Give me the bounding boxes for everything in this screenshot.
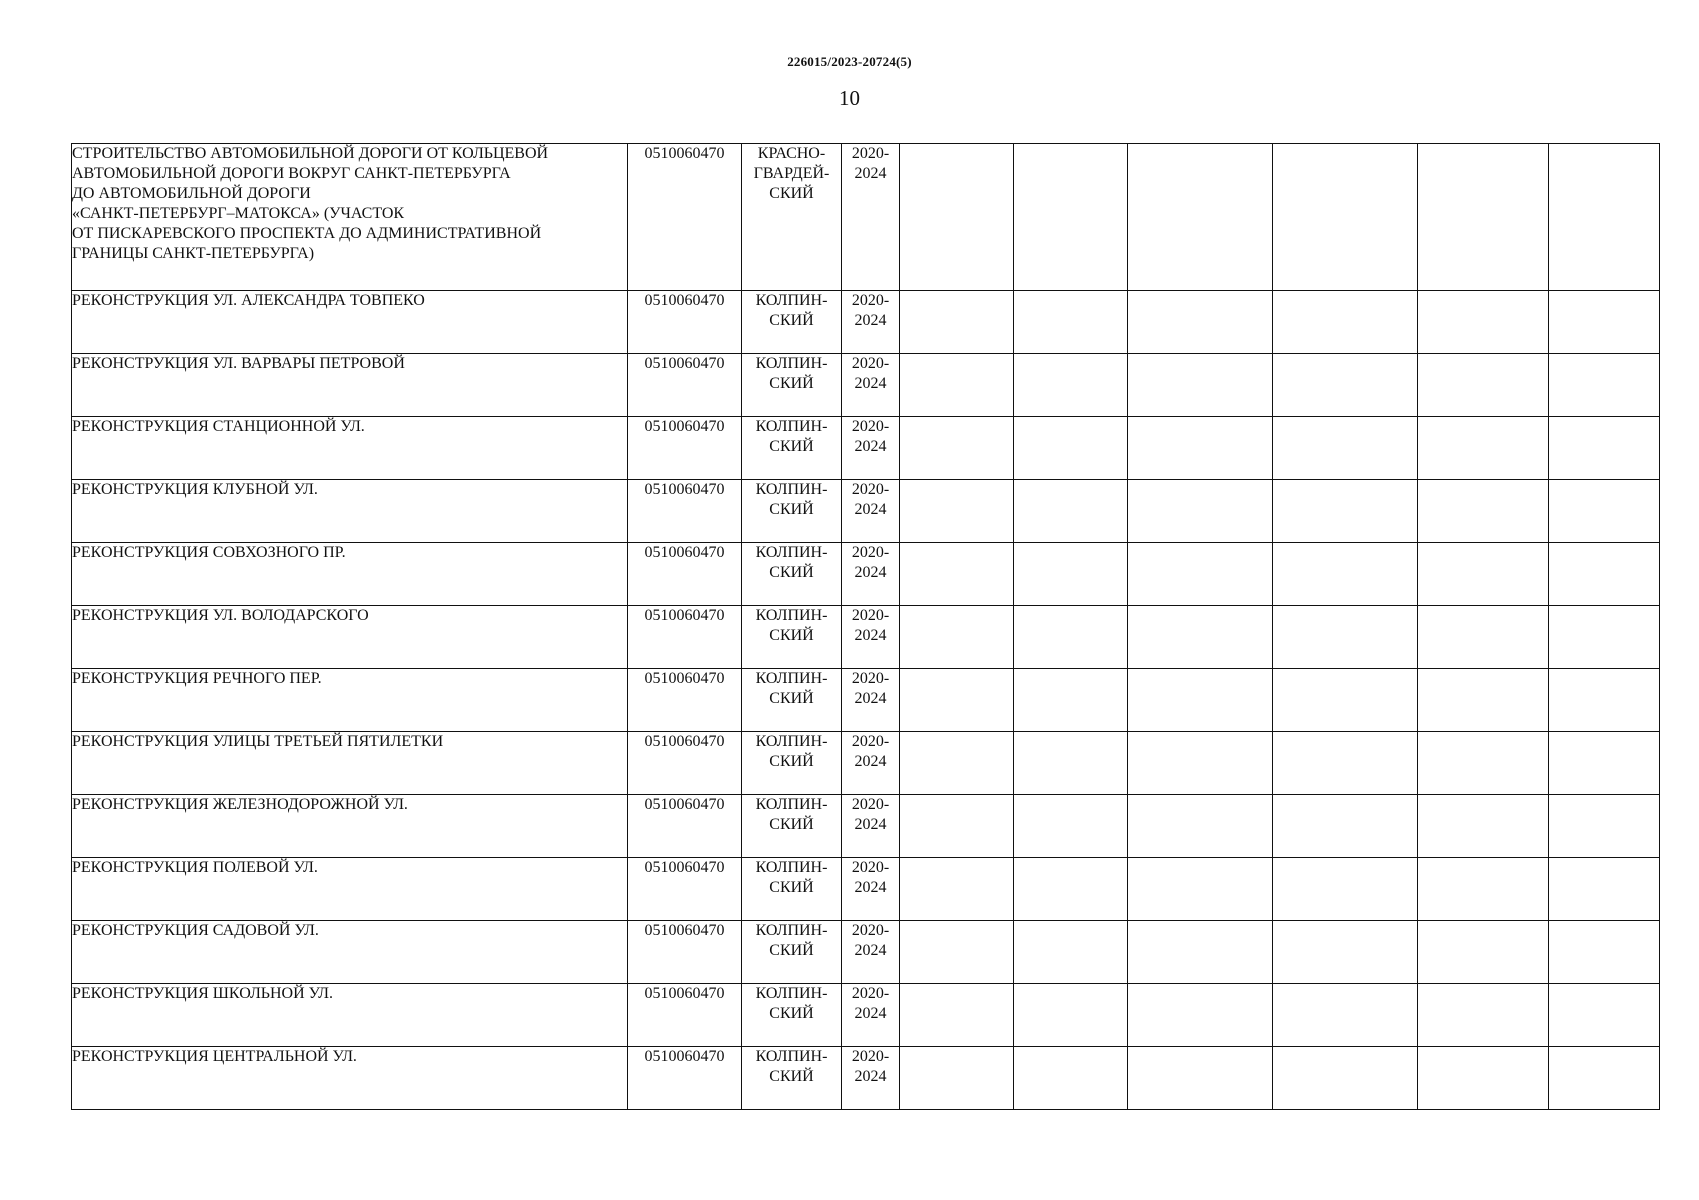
district-cell-line: КОЛПИН-: [755, 859, 828, 876]
object-name-cell-line: СТРОИТЕЛЬСТВО АВТОМОБИЛЬНОЙ ДОРОГИ ОТ КОЛЬЦЕВОЙ: [72, 145, 549, 162]
register-table: [71, 143, 1660, 1110]
empty-cell: [1549, 984, 1660, 1047]
object-name-cell: [72, 669, 628, 732]
period-cell: [842, 291, 900, 354]
district-cell-line: СКИЙ: [769, 375, 814, 392]
empty-cell: [1128, 480, 1273, 543]
empty-cell: [1273, 1047, 1418, 1110]
empty-cell: [1418, 417, 1549, 480]
period-cell: [842, 417, 900, 480]
object-name-cell-line: ГРАНИЦЫ САНКТ-ПЕТЕРБУРГА): [72, 245, 315, 262]
object-name-cell-line: РЕКОНСТРУКЦИЯ СТАНЦИОННОЙ УЛ.: [72, 418, 365, 435]
budget-code-cell: [628, 795, 742, 858]
empty-cell: [1014, 858, 1128, 921]
period-cell-line: 2020-: [851, 859, 890, 876]
empty-cell: [1418, 732, 1549, 795]
empty-cell: [1014, 354, 1128, 417]
object-name-cell-line: РЕКОНСТРУКЦИЯ ЖЕЛЕЗНОДОРОЖНОЙ УЛ.: [72, 796, 408, 813]
district-cell-line: СКИЙ: [769, 185, 814, 202]
empty-cell: [1549, 417, 1660, 480]
table-row: [72, 1047, 1660, 1110]
budget-code-cell: [628, 291, 742, 354]
object-name-cell-line: РЕКОНСТРУКЦИЯ УЛ. ВОЛОДАРСКОГО: [72, 607, 369, 624]
empty-cell: [1549, 291, 1660, 354]
empty-cell: [900, 858, 1014, 921]
budget-code-cell: [628, 858, 742, 921]
period-cell: [842, 669, 900, 732]
empty-cell: [1014, 1047, 1128, 1110]
object-name-cell: [72, 417, 628, 480]
budget-code: 0510060470: [644, 733, 725, 750]
table-row: [72, 354, 1660, 417]
object-name-cell: [72, 144, 628, 291]
object-name-cell: [72, 732, 628, 795]
district-cell-line: СКИЙ: [769, 753, 814, 770]
budget-code-cell: [628, 144, 742, 291]
empty-cell: [1273, 144, 1418, 291]
object-name-cell: [72, 1047, 628, 1110]
object-name-cell-line: РЕКОНСТРУКЦИЯ РЕЧНОГО ПЕР.: [72, 670, 322, 687]
period-cell-line: 2020-: [851, 418, 890, 435]
empty-cell: [900, 291, 1014, 354]
empty-cell: [900, 480, 1014, 543]
empty-cell: [1014, 543, 1128, 606]
object-name-cell-line: РЕКОНСТРУКЦИЯ СОВХОЗНОГО ПР.: [72, 544, 346, 561]
empty-cell: [1273, 354, 1418, 417]
empty-cell: [1549, 144, 1660, 291]
object-name-cell-line: РЕКОНСТРУКЦИЯ ПОЛЕВОЙ УЛ.: [72, 859, 318, 876]
budget-code: 0510060470: [644, 796, 725, 813]
district-cell-line: СКИЙ: [769, 690, 814, 707]
period-cell-line: 2020-: [851, 292, 890, 309]
budget-code-cell: [628, 669, 742, 732]
district-cell: [742, 921, 842, 984]
empty-cell: [1014, 606, 1128, 669]
empty-cell: [1418, 606, 1549, 669]
empty-cell: [1418, 921, 1549, 984]
object-name-cell-line: РЕКОНСТРУКЦИЯ УЛ. ВАРВАРЫ ПЕТРОВОЙ: [72, 355, 405, 372]
budget-code-cell: [628, 921, 742, 984]
empty-cell: [1549, 480, 1660, 543]
district-cell-line: КОЛПИН-: [755, 733, 828, 750]
period-cell-line: 2024: [854, 375, 887, 392]
district-cell-line: КОЛПИН-: [755, 292, 828, 309]
budget-code: 0510060470: [644, 922, 725, 939]
empty-cell: [900, 354, 1014, 417]
table-row: [72, 921, 1660, 984]
empty-cell: [900, 543, 1014, 606]
period-cell: [842, 1047, 900, 1110]
empty-cell: [1549, 1047, 1660, 1110]
period-cell-line: 2020-: [851, 796, 890, 813]
empty-cell: [900, 732, 1014, 795]
budget-code-cell: [628, 606, 742, 669]
empty-cell: [900, 669, 1014, 732]
object-name-cell: [72, 795, 628, 858]
empty-cell: [1128, 858, 1273, 921]
empty-cell: [1418, 291, 1549, 354]
empty-cell: [1273, 984, 1418, 1047]
district-cell-line: СКИЙ: [769, 879, 814, 896]
empty-cell: [1549, 795, 1660, 858]
district-cell: [742, 858, 842, 921]
empty-cell: [1418, 984, 1549, 1047]
empty-cell: [1549, 669, 1660, 732]
period-cell: [842, 543, 900, 606]
budget-code-cell: [628, 1047, 742, 1110]
district-cell-line: КОЛПИН-: [755, 985, 828, 1002]
table-row: [72, 144, 1660, 291]
period-cell-line: 2024: [854, 816, 887, 833]
empty-cell: [1128, 795, 1273, 858]
empty-cell: [1418, 480, 1549, 543]
empty-cell: [900, 144, 1014, 291]
empty-cell: [1273, 417, 1418, 480]
object-name-cell: [72, 291, 628, 354]
empty-cell: [1273, 606, 1418, 669]
budget-code: 0510060470: [644, 544, 725, 561]
district-cell: [742, 732, 842, 795]
period-cell-line: 2020-: [851, 733, 890, 750]
empty-cell: [1549, 858, 1660, 921]
object-name-cell-line: РЕКОНСТРУКЦИЯ ЦЕНТРАЛЬНОЙ УЛ.: [72, 1048, 357, 1065]
district-cell-line: КОЛПИН-: [755, 796, 828, 813]
period-cell: [842, 732, 900, 795]
object-name-cell-line: РЕКОНСТРУКЦИЯ УЛИЦЫ ТРЕТЬЕЙ ПЯТИЛЕТКИ: [72, 733, 444, 750]
budget-code: 0510060470: [644, 670, 725, 687]
table-row: [72, 669, 1660, 732]
district-cell-line: СКИЙ: [769, 1068, 814, 1085]
table-row: [72, 417, 1660, 480]
empty-cell: [1014, 291, 1128, 354]
district-cell: [742, 795, 842, 858]
period-cell-line: 2020-: [851, 355, 890, 372]
empty-cell: [1549, 732, 1660, 795]
period-cell: [842, 795, 900, 858]
empty-cell: [1014, 417, 1128, 480]
empty-cell: [1014, 732, 1128, 795]
empty-cell: [1418, 795, 1549, 858]
empty-cell: [1418, 354, 1549, 417]
district-cell-line: КОЛПИН-: [755, 544, 828, 561]
budget-code-cell: [628, 480, 742, 543]
empty-cell: [1128, 291, 1273, 354]
empty-cell: [1128, 669, 1273, 732]
object-name-cell-line: ОТ ПИСКАРЕВСКОГО ПРОСПЕКТА ДО АДМИНИСТРАТИВНОЙ: [72, 225, 542, 242]
period-cell-line: 2020-: [851, 670, 890, 687]
empty-cell: [1273, 858, 1418, 921]
empty-cell: [1128, 543, 1273, 606]
period-cell-line: 2024: [854, 753, 887, 770]
table-row: [72, 984, 1660, 1047]
district-cell: [742, 984, 842, 1047]
object-name-cell-line: РЕКОНСТРУКЦИЯ САДОВОЙ УЛ.: [72, 922, 319, 939]
table-row: [72, 543, 1660, 606]
district-cell-line: КОЛПИН-: [755, 1048, 828, 1065]
period-cell-line: 2020-: [851, 922, 890, 939]
period-cell: [842, 354, 900, 417]
district-cell: [742, 354, 842, 417]
object-name-cell-line: ДО АВТОМОБИЛЬНОЙ ДОРОГИ: [72, 185, 311, 202]
object-name-cell: [72, 354, 628, 417]
object-name-cell: [72, 606, 628, 669]
period-cell: [842, 858, 900, 921]
budget-code: 0510060470: [644, 985, 725, 1002]
empty-cell: [1128, 921, 1273, 984]
district-cell: [742, 480, 842, 543]
period-cell-line: 2024: [854, 165, 887, 182]
period-cell-line: 2020-: [851, 1048, 890, 1065]
district-cell-line: СКИЙ: [769, 1005, 814, 1022]
empty-cell: [900, 417, 1014, 480]
table-row: [72, 858, 1660, 921]
budget-code-cell: [628, 354, 742, 417]
district-cell-line: СКИЙ: [769, 312, 814, 329]
budget-code-cell: [628, 732, 742, 795]
empty-cell: [1014, 144, 1128, 291]
empty-cell: [900, 984, 1014, 1047]
empty-cell: [1418, 144, 1549, 291]
district-cell: [742, 291, 842, 354]
budget-code: 0510060470: [644, 1048, 725, 1065]
period-cell-line: 2024: [854, 438, 887, 455]
page-number: 10: [839, 86, 860, 110]
object-name-cell: [72, 480, 628, 543]
budget-code: 0510060470: [644, 145, 725, 162]
district-cell: [742, 606, 842, 669]
budget-code-cell: [628, 543, 742, 606]
table-row: [72, 732, 1660, 795]
object-name-cell: [72, 858, 628, 921]
empty-cell: [1128, 354, 1273, 417]
period-cell-line: 2024: [854, 312, 887, 329]
empty-cell: [1128, 417, 1273, 480]
table-row: [72, 795, 1660, 858]
empty-cell: [1549, 354, 1660, 417]
object-name-cell: [72, 543, 628, 606]
district-cell-line: КОЛПИН-: [755, 355, 828, 372]
district-cell-line: СКИЙ: [769, 564, 814, 581]
table-row: [72, 480, 1660, 543]
district-cell-line: КОЛПИН-: [755, 607, 828, 624]
district-cell: [742, 417, 842, 480]
empty-cell: [1273, 921, 1418, 984]
period-cell: [842, 144, 900, 291]
budget-code: 0510060470: [644, 418, 725, 435]
budget-code: 0510060470: [644, 607, 725, 624]
object-name-cell-line: РЕКОНСТРУКЦИЯ КЛУБНОЙ УЛ.: [72, 481, 318, 498]
empty-cell: [1273, 795, 1418, 858]
empty-cell: [1549, 921, 1660, 984]
period-cell-line: 2024: [854, 879, 887, 896]
empty-cell: [1014, 480, 1128, 543]
empty-cell: [1128, 606, 1273, 669]
district-cell-line: КРАСНО-: [757, 145, 826, 162]
district-cell-line: КОЛПИН-: [755, 670, 828, 687]
table-row: [72, 606, 1660, 669]
budget-code: 0510060470: [644, 355, 725, 372]
district-cell-line: СКИЙ: [769, 438, 814, 455]
district-cell-line: ГВАРДЕЙ-: [753, 165, 830, 182]
empty-cell: [1549, 606, 1660, 669]
district-cell-line: СКИЙ: [769, 627, 814, 644]
empty-cell: [1273, 669, 1418, 732]
empty-cell: [1273, 291, 1418, 354]
period-cell-line: 2020-: [851, 145, 890, 162]
district-cell: [742, 543, 842, 606]
budget-code-cell: [628, 417, 742, 480]
district-cell-line: СКИЙ: [769, 501, 814, 518]
empty-cell: [1014, 669, 1128, 732]
empty-cell: [1418, 858, 1549, 921]
period-cell-line: 2020-: [851, 607, 890, 624]
object-name-cell-line: РЕКОНСТРУКЦИЯ ШКОЛЬНОЙ УЛ.: [72, 985, 334, 1002]
empty-cell: [1014, 795, 1128, 858]
budget-code: 0510060470: [644, 481, 725, 498]
period-cell-line: 2024: [854, 1068, 887, 1085]
period-cell: [842, 480, 900, 543]
empty-cell: [1273, 543, 1418, 606]
period-cell-line: 2020-: [851, 544, 890, 561]
empty-cell: [1128, 732, 1273, 795]
object-name-cell-line: «САНКТ-ПЕТЕРБУРГ–МАТОКСА» (УЧАСТОК: [72, 205, 405, 222]
empty-cell: [1014, 921, 1128, 984]
period-cell-line: 2020-: [851, 985, 890, 1002]
empty-cell: [900, 1047, 1014, 1110]
district-cell-line: КОЛПИН-: [755, 481, 828, 498]
object-name-cell: [72, 984, 628, 1047]
period-cell-line: 2024: [854, 501, 887, 518]
table-row: [72, 291, 1660, 354]
district-cell-line: СКИЙ: [769, 816, 814, 833]
empty-cell: [1418, 1047, 1549, 1110]
period-cell-line: 2024: [854, 1005, 887, 1022]
period-cell-line: 2020-: [851, 481, 890, 498]
period-cell: [842, 984, 900, 1047]
period-cell-line: 2024: [854, 564, 887, 581]
period-cell-line: 2024: [854, 690, 887, 707]
period-cell-line: 2024: [854, 627, 887, 644]
district-cell-line: КОЛПИН-: [755, 418, 828, 435]
empty-cell: [1273, 732, 1418, 795]
empty-cell: [1273, 480, 1418, 543]
object-name-cell: [72, 921, 628, 984]
empty-cell: [900, 606, 1014, 669]
empty-cell: [1014, 984, 1128, 1047]
period-cell: [842, 921, 900, 984]
budget-code: 0510060470: [644, 292, 725, 309]
empty-cell: [1128, 984, 1273, 1047]
district-cell-line: СКИЙ: [769, 942, 814, 959]
budget-code-cell: [628, 984, 742, 1047]
empty-cell: [1549, 543, 1660, 606]
empty-cell: [1418, 543, 1549, 606]
empty-cell: [900, 921, 1014, 984]
period-cell-line: 2024: [854, 942, 887, 959]
empty-cell: [1418, 669, 1549, 732]
object-name-cell-line: АВТОМОБИЛЬНОЙ ДОРОГИ ВОКРУГ САНКТ-ПЕТЕРБУРГА: [72, 165, 511, 182]
object-name-cell-line: РЕКОНСТРУКЦИЯ УЛ. АЛЕКСАНДРА ТОВПЕКО: [72, 292, 425, 309]
district-cell-line: КОЛПИН-: [755, 922, 828, 939]
period-cell: [842, 606, 900, 669]
budget-code: 0510060470: [644, 859, 725, 876]
district-cell: [742, 669, 842, 732]
empty-cell: [1128, 144, 1273, 291]
document-id: 226015/2023-20724(5): [787, 54, 912, 69]
empty-cell: [900, 795, 1014, 858]
district-cell: [742, 1047, 842, 1110]
empty-cell: [1128, 1047, 1273, 1110]
district-cell: [742, 144, 842, 291]
